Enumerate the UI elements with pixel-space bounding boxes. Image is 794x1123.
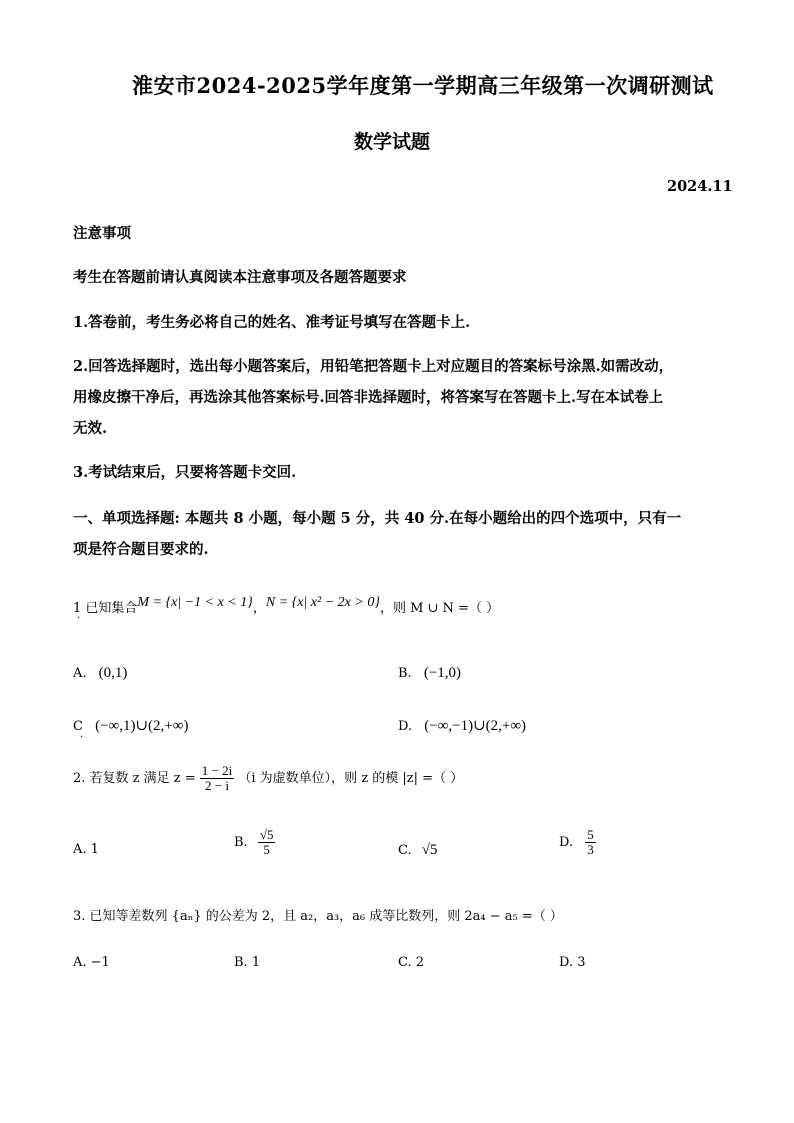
question-1-sep: ， bbox=[252, 601, 266, 616]
notice-item-3: 3.考试结束后，只要将答题卡交回. bbox=[73, 464, 297, 481]
q1-option-c bbox=[73, 716, 188, 735]
exam-subtitle: 数学试题 bbox=[354, 131, 431, 153]
q3-option-c: C. 2 bbox=[398, 955, 425, 970]
notice-intro: 考生在答题前请认真阅读本注意事项及各题答题要求 bbox=[73, 269, 407, 286]
q1-option-d-label: D. bbox=[398, 719, 413, 734]
q1-option-b-label: B. bbox=[398, 666, 412, 681]
q3-option-b: B. 1 bbox=[234, 955, 261, 970]
q1-option-c-label: C bbox=[73, 719, 83, 734]
notice-item-2-line-1: 2.回答选择题时，选出每小题答案后，用铅笔把答题卡上对应题目的答案标号涂黑.如需改动， bbox=[73, 358, 674, 375]
q2-option-d-fraction bbox=[585, 828, 596, 857]
section-1-line-2: 项是符合题目要求的. bbox=[73, 541, 209, 558]
fraction-numerator: √5 bbox=[259, 827, 274, 842]
question-2-prefix: 2. 若复数 z 满足 z = bbox=[73, 771, 196, 786]
q1-option-b bbox=[398, 665, 461, 682]
q3-option-d: D. 3 bbox=[559, 955, 586, 970]
question-2-stem bbox=[73, 764, 463, 793]
fraction-numerator: 5 bbox=[587, 827, 594, 842]
question-2-fraction bbox=[200, 764, 234, 793]
exam-title: 淮安市2024-2025学年度第一学期高三年级第一次调研测试 bbox=[132, 73, 714, 98]
q2-option-d-label: D. bbox=[559, 835, 574, 850]
question-3-stem: 3. 已知等差数列 {aₙ} 的公差为 2，且 a₂，a₃，a₆ 成等比数列，则 2a₄ − a₅ =（ ） bbox=[73, 909, 563, 924]
q2-option-b-fraction bbox=[258, 828, 276, 857]
set-n: N = {x| x² − 2x > 0} bbox=[265, 595, 380, 610]
question-1-prefix: 1 已知集合 bbox=[73, 601, 138, 616]
q2-option-a: A. 1 bbox=[73, 842, 99, 857]
notice-item-1: 1.答卷前，考生务必将自己的姓名、准考证号填写在答题卡上. bbox=[73, 314, 471, 331]
exam-date: 2024.11 bbox=[667, 178, 733, 195]
notice-heading: 注意事项 bbox=[73, 225, 131, 242]
notice-item-2-line-2: 用橡皮擦干净后，再选涂其他答案标号.回答非选择题时，将答案写在答题卡上.写在本试卷上 bbox=[73, 389, 664, 406]
q2-option-c bbox=[398, 842, 438, 859]
q1-option-a-label: A. bbox=[73, 666, 87, 681]
q2-option-b bbox=[234, 828, 275, 857]
question-1-suffix: ，则 M ∪ N =（ ） bbox=[379, 601, 500, 616]
q2-option-d bbox=[559, 828, 596, 857]
q1-option-d bbox=[398, 716, 526, 735]
set-m: M = {x| −1 < x < 1} bbox=[137, 595, 253, 610]
q1-option-d-value: (−∞,−1)∪(2,+∞) bbox=[424, 718, 527, 734]
stray-dot-mark: · bbox=[77, 613, 81, 624]
q1-option-b-value: (−1,0) bbox=[423, 665, 462, 681]
q2-option-b-label: B. bbox=[234, 835, 248, 850]
q3-option-a: A. −1 bbox=[73, 955, 110, 970]
fraction-denominator: 2 − i bbox=[200, 778, 234, 793]
q1-option-c-value: (−∞,1)∪(2,+∞) bbox=[95, 718, 189, 734]
fraction-denominator: 5 bbox=[258, 842, 276, 857]
q2-option-c-label: C. bbox=[398, 843, 412, 858]
q1-option-a-value: (0,1) bbox=[98, 665, 128, 681]
notice-item-2-line-3: 无效. bbox=[73, 420, 108, 437]
fraction-numerator: 1 − 2i bbox=[201, 763, 233, 778]
q1-option-a bbox=[73, 665, 127, 682]
stray-dot-mark: · bbox=[80, 732, 84, 743]
question-2-suffix: （i 为虚数单位），则 z 的模 |z| =（ ） bbox=[238, 771, 464, 786]
q2-option-c-value: √5 bbox=[421, 842, 438, 858]
question-1-stem bbox=[73, 597, 499, 617]
section-1-line-1: 一、单项选择题: 本题共 8 小题，每小题 5 分，共 40 分.在每小题给出的四个选项中，只有一 bbox=[73, 510, 682, 527]
fraction-denominator: 3 bbox=[587, 842, 594, 857]
